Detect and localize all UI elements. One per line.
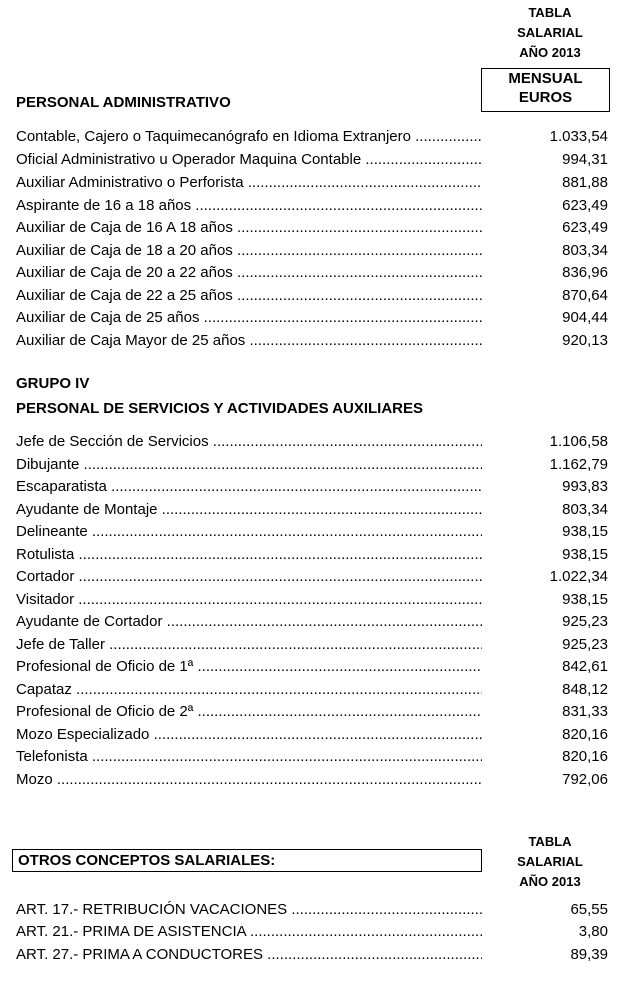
row-value: 820,16 — [562, 726, 608, 743]
header-line: AÑO 2013 — [519, 874, 581, 889]
row-label: Cortador ..... — [16, 566, 482, 588]
row-value: 820,16 — [562, 748, 608, 765]
section-title: PERSONAL DE SERVICIOS Y ACTIVIDADES AUXILIARES — [16, 400, 424, 417]
row-value: 1.022,34 — [549, 568, 608, 585]
header-line: AÑO 2013 — [519, 45, 581, 60]
row-value: 831,33 — [562, 703, 608, 720]
row-value: 836,96 — [562, 264, 608, 281]
row-value: 993,83 — [562, 478, 608, 495]
row-value: 848,12 — [562, 681, 608, 698]
table-row — [16, 172, 608, 194]
table-row — [16, 899, 608, 921]
row-value: 792,06 — [562, 771, 608, 788]
table-row — [16, 679, 608, 701]
row-label: Auxiliar Administrativo o Perforista ..... — [16, 172, 482, 194]
row-label: Visitador ..... — [16, 589, 482, 611]
table-row — [16, 589, 608, 611]
table-row — [16, 195, 608, 217]
row-value: 1.106,58 — [549, 433, 608, 450]
row-value: 89,39 — [570, 946, 608, 963]
row-value: 1.033,54 — [549, 128, 608, 145]
row-label: Auxiliar de Caja de 18 a 20 años ..... — [16, 240, 482, 262]
row-label: Dibujante ..... — [16, 454, 482, 476]
row-label: Capataz ..... — [16, 679, 482, 701]
row-value: 1.162,79 — [549, 456, 608, 473]
row-label: Oficial Administrativo u Operador Maquina Contable ..... — [16, 149, 482, 171]
table-row — [16, 566, 608, 588]
table-row — [16, 126, 608, 148]
row-value: 925,23 — [562, 636, 608, 653]
row-value: 623,49 — [562, 219, 608, 236]
row-label: Jefe de Taller ..... — [16, 634, 482, 656]
row-value: 3,80 — [578, 923, 608, 940]
row-value: 870,64 — [562, 287, 608, 304]
table-row — [16, 454, 608, 476]
header-line: SALARIAL — [517, 25, 583, 40]
row-label: Mozo ..... — [16, 769, 482, 791]
header-line: TABLA — [528, 5, 572, 20]
row-label: Escaparatista ..... — [16, 476, 482, 498]
row-label: Auxiliar de Caja de 25 años ..... — [16, 307, 482, 329]
table-row — [16, 769, 608, 791]
table-row — [16, 544, 608, 566]
row-label: Auxiliar de Caja de 16 A 18 años ..... — [16, 217, 482, 239]
row-label: Auxiliar de Caja de 20 a 22 años ..... — [16, 262, 482, 284]
box-line: EUROS — [518, 89, 573, 106]
table-row — [16, 330, 608, 352]
table-row — [16, 724, 608, 746]
row-label: ART. 27.- PRIMA A CONDUCTORES ..... — [16, 944, 482, 966]
row-label: Aspirante de 16 a 18 años ..... — [16, 195, 482, 217]
table-row — [16, 307, 608, 329]
table-header — [485, 832, 615, 892]
monthly-euros-box — [481, 68, 610, 112]
row-label: ART. 17.- RETRIBUCIÓN VACACIONES ..... — [16, 899, 482, 921]
row-value: 842,61 — [562, 658, 608, 675]
row-value: 938,15 — [562, 523, 608, 540]
row-label: Profesional de Oficio de 2ª ..... — [16, 701, 482, 723]
table-row — [16, 746, 608, 768]
header-line: TABLA — [528, 834, 572, 849]
row-value: 65,55 — [570, 901, 608, 918]
row-label: Jefe de Sección de Servicios ..... — [16, 431, 482, 453]
row-value: 881,88 — [562, 174, 608, 191]
row-label: Ayudante de Cortador ..... — [16, 611, 482, 633]
row-label: Contable, Cajero o Taquimecanógrafo en Idioma Extranjero ..... — [16, 126, 482, 148]
table-row — [16, 521, 608, 543]
header-line: SALARIAL — [517, 854, 583, 869]
table-row — [16, 262, 608, 284]
table-row — [16, 656, 608, 678]
row-value: 904,44 — [562, 309, 608, 326]
row-value: 803,34 — [562, 501, 608, 518]
row-value: 925,23 — [562, 613, 608, 630]
table-row — [16, 285, 608, 307]
row-value: 803,34 — [562, 242, 608, 259]
row-value: 994,31 — [562, 151, 608, 168]
row-label: Rotulista ..... — [16, 544, 482, 566]
table-row — [16, 240, 608, 262]
row-label: Delineante ..... — [16, 521, 482, 543]
row-value: 938,15 — [562, 546, 608, 563]
table-row — [16, 431, 608, 453]
table-header — [485, 3, 615, 63]
box-line: MENSUAL — [508, 70, 583, 87]
table-row — [16, 634, 608, 656]
table-row — [16, 476, 608, 498]
row-value: 623,49 — [562, 197, 608, 214]
table-row — [16, 701, 608, 723]
table-row — [16, 921, 608, 943]
row-value: 938,15 — [562, 591, 608, 608]
row-value: 920,13 — [562, 332, 608, 349]
row-label: Profesional de Oficio de 1ª ..... — [16, 656, 482, 678]
row-label: Telefonista ..... — [16, 746, 482, 768]
row-label: Auxiliar de Caja Mayor de 25 años ..... — [16, 330, 482, 352]
table-row — [16, 149, 608, 171]
row-label: Ayudante de Montaje ..... — [16, 499, 482, 521]
table-row — [16, 499, 608, 521]
table-row — [16, 611, 608, 633]
table-row — [16, 944, 608, 966]
group-title: GRUPO IV — [16, 375, 90, 392]
otros-conceptos-box: OTROS CONCEPTOS SALARIALES: — [12, 849, 482, 872]
section-title: PERSONAL ADMINISTRATIVO — [16, 94, 231, 111]
row-label: ART. 21.- PRIMA DE ASISTENCIA ..... — [16, 921, 482, 943]
row-label: Auxiliar de Caja de 22 a 25 años ..... — [16, 285, 482, 307]
table-row — [16, 217, 608, 239]
row-label: Mozo Especializado ..... — [16, 724, 482, 746]
